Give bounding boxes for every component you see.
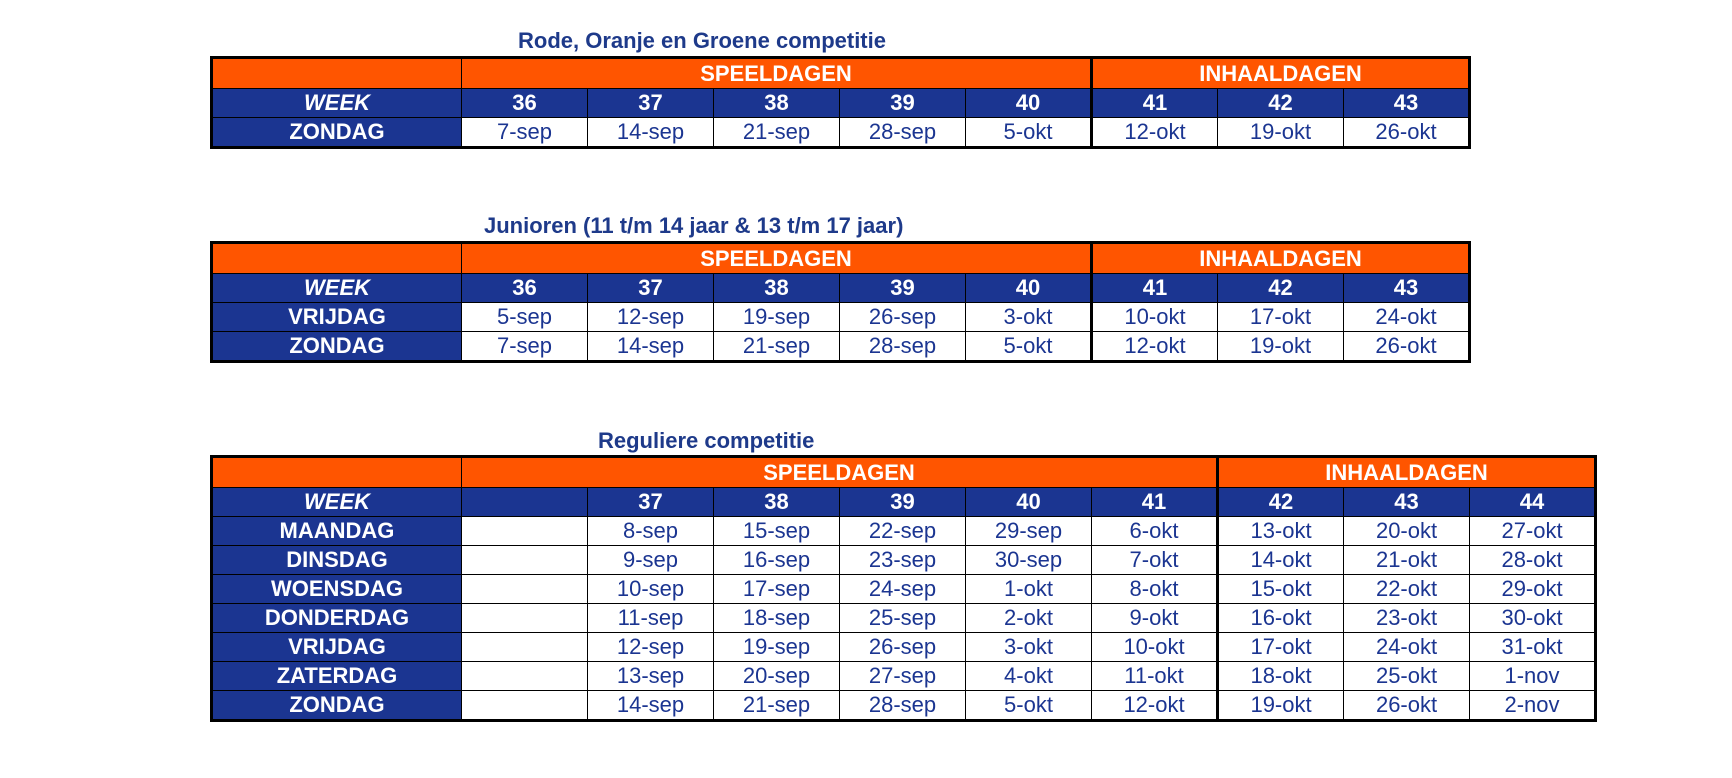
date-cell: 2-nov [1470,691,1596,721]
week-number: 37 [588,89,714,118]
date-cell: 26-okt [1344,118,1470,148]
date-cell: 21-okt [1344,546,1470,575]
date-cell: 28-okt [1470,546,1596,575]
date-cell: 1-okt [966,575,1092,604]
date-cell: 8-okt [1092,575,1218,604]
date-cell [462,575,588,604]
date-cell: 20-okt [1344,517,1470,546]
date-cell: 7-sep [462,118,588,148]
schedule-table-rode-oranje-groene [210,56,1471,149]
date-cell: 19-sep [714,633,840,662]
table-row [212,662,1596,691]
date-cell: 25-sep [840,604,966,633]
header-inhaaldagen: INHAALDAGEN [1092,58,1470,89]
date-cell: 17-sep [714,575,840,604]
date-cell: 16-sep [714,546,840,575]
week-number: 37 [588,488,714,517]
date-cell: 23-sep [840,546,966,575]
date-cell: 16-okt [1218,604,1344,633]
date-cell: 29-sep [966,517,1092,546]
week-number: 44 [1470,488,1596,517]
section-title-reguliere: Reguliere competitie [598,428,815,453]
date-cell: 24-sep [840,575,966,604]
date-cell: 12-sep [588,633,714,662]
day-label: MAANDAG [212,517,462,546]
header-inhaaldagen: INHAALDAGEN [1218,457,1596,488]
day-label: ZONDAG [212,332,462,362]
header-speeldagen: SPEELDAGEN [462,457,1218,488]
week-number: 43 [1344,488,1470,517]
date-cell [462,633,588,662]
date-cell: 13-okt [1218,517,1344,546]
section-title-junioren: Junioren (11 t/m 14 jaar & 13 t/m 17 jaar) [484,213,904,238]
date-cell: 5-okt [966,691,1092,721]
week-number: 36 [462,274,588,303]
date-cell: 15-sep [714,517,840,546]
date-cell: 28-sep [840,332,966,362]
date-cell: 15-okt [1218,575,1344,604]
day-label: DINSDAG [212,546,462,575]
date-cell: 3-okt [966,303,1092,332]
date-cell: 8-sep [588,517,714,546]
week-number: 42 [1218,89,1344,118]
table-row [212,604,1596,633]
week-number: 43 [1344,274,1470,303]
header-speeldagen: SPEELDAGEN [462,243,1092,274]
date-cell [462,517,588,546]
week-number: 36 [462,89,588,118]
header-inhaaldagen: INHAALDAGEN [1092,243,1470,274]
date-cell [462,604,588,633]
week-number: 39 [840,488,966,517]
week-number: 43 [1344,89,1470,118]
week-label: WEEK [212,488,462,517]
date-cell [462,662,588,691]
header-blank [212,58,462,89]
week-number: 38 [714,488,840,517]
date-cell [462,546,588,575]
week-number: 40 [966,274,1092,303]
date-cell: 28-sep [840,118,966,148]
date-cell: 23-okt [1344,604,1470,633]
date-cell: 14-okt [1218,546,1344,575]
date-cell: 5-okt [966,332,1092,362]
date-cell: 21-sep [714,691,840,721]
day-label: ZATERDAG [212,662,462,691]
week-number: 37 [588,274,714,303]
date-cell: 17-okt [1218,633,1344,662]
section-title-rode-oranje-groene: Rode, Oranje en Groene competitie [518,28,886,53]
date-cell: 12-okt [1092,691,1218,721]
date-cell: 4-okt [966,662,1092,691]
date-cell: 5-okt [966,118,1092,148]
date-cell: 19-okt [1218,691,1344,721]
date-cell: 26-okt [1344,691,1470,721]
date-cell: 25-okt [1344,662,1470,691]
date-cell: 17-okt [1218,303,1344,332]
table-row [212,691,1596,721]
week-number: 42 [1218,274,1344,303]
date-cell: 6-okt [1092,517,1218,546]
date-cell: 30-sep [966,546,1092,575]
date-cell: 28-sep [840,691,966,721]
day-label: VRIJDAG [212,303,462,332]
schedule-table-reguliere [210,455,1597,722]
week-number: 42 [1218,488,1344,517]
date-cell: 21-sep [714,332,840,362]
date-cell: 27-sep [840,662,966,691]
week-label: WEEK [212,89,462,118]
date-cell: 22-okt [1344,575,1470,604]
week-number: 39 [840,274,966,303]
date-cell: 31-okt [1470,633,1596,662]
date-cell: 29-okt [1470,575,1596,604]
table-row [212,517,1596,546]
date-cell: 22-sep [840,517,966,546]
week-number: 41 [1092,274,1218,303]
date-cell: 3-okt [966,633,1092,662]
date-cell: 26-sep [840,633,966,662]
week-number: 39 [840,89,966,118]
date-cell: 12-okt [1092,118,1218,148]
date-cell: 12-sep [588,303,714,332]
date-cell: 18-okt [1218,662,1344,691]
day-label: WOENSDAG [212,575,462,604]
date-cell: 11-okt [1092,662,1218,691]
date-cell: 5-sep [462,303,588,332]
date-cell: 1-nov [1470,662,1596,691]
date-cell: 13-sep [588,662,714,691]
date-cell: 26-sep [840,303,966,332]
week-label: WEEK [212,274,462,303]
date-cell: 19-okt [1218,332,1344,362]
date-cell: 21-sep [714,118,840,148]
date-cell: 14-sep [588,118,714,148]
day-label: VRIJDAG [212,633,462,662]
header-speeldagen: SPEELDAGEN [462,58,1092,89]
table-row [212,633,1596,662]
date-cell: 7-okt [1092,546,1218,575]
date-cell: 7-sep [462,332,588,362]
date-cell: 2-okt [966,604,1092,633]
schedule-table-junioren [210,241,1471,363]
week-number: 40 [966,89,1092,118]
date-cell: 27-okt [1470,517,1596,546]
week-number: 41 [1092,488,1218,517]
day-label: ZONDAG [212,691,462,721]
date-cell: 19-sep [714,303,840,332]
header-blank [212,457,462,488]
week-number: 38 [714,274,840,303]
week-number: 41 [1092,89,1218,118]
date-cell: 18-sep [714,604,840,633]
date-cell: 24-okt [1344,633,1470,662]
date-cell: 30-okt [1470,604,1596,633]
date-cell: 14-sep [588,691,714,721]
date-cell [462,691,588,721]
date-cell: 14-sep [588,332,714,362]
week-number: 38 [714,89,840,118]
week-number: 40 [966,488,1092,517]
date-cell: 10-okt [1092,303,1218,332]
date-cell: 24-okt [1344,303,1470,332]
date-cell: 9-sep [588,546,714,575]
table-row [212,546,1596,575]
header-blank [212,243,462,274]
day-label: DONDERDAG [212,604,462,633]
date-cell: 11-sep [588,604,714,633]
date-cell: 20-sep [714,662,840,691]
date-cell: 26-okt [1344,332,1470,362]
date-cell: 10-okt [1092,633,1218,662]
date-cell: 12-okt [1092,332,1218,362]
date-cell: 19-okt [1218,118,1344,148]
date-cell: 10-sep [588,575,714,604]
table-row [212,575,1596,604]
week-number [462,488,588,517]
day-label: ZONDAG [212,118,462,148]
date-cell: 9-okt [1092,604,1218,633]
